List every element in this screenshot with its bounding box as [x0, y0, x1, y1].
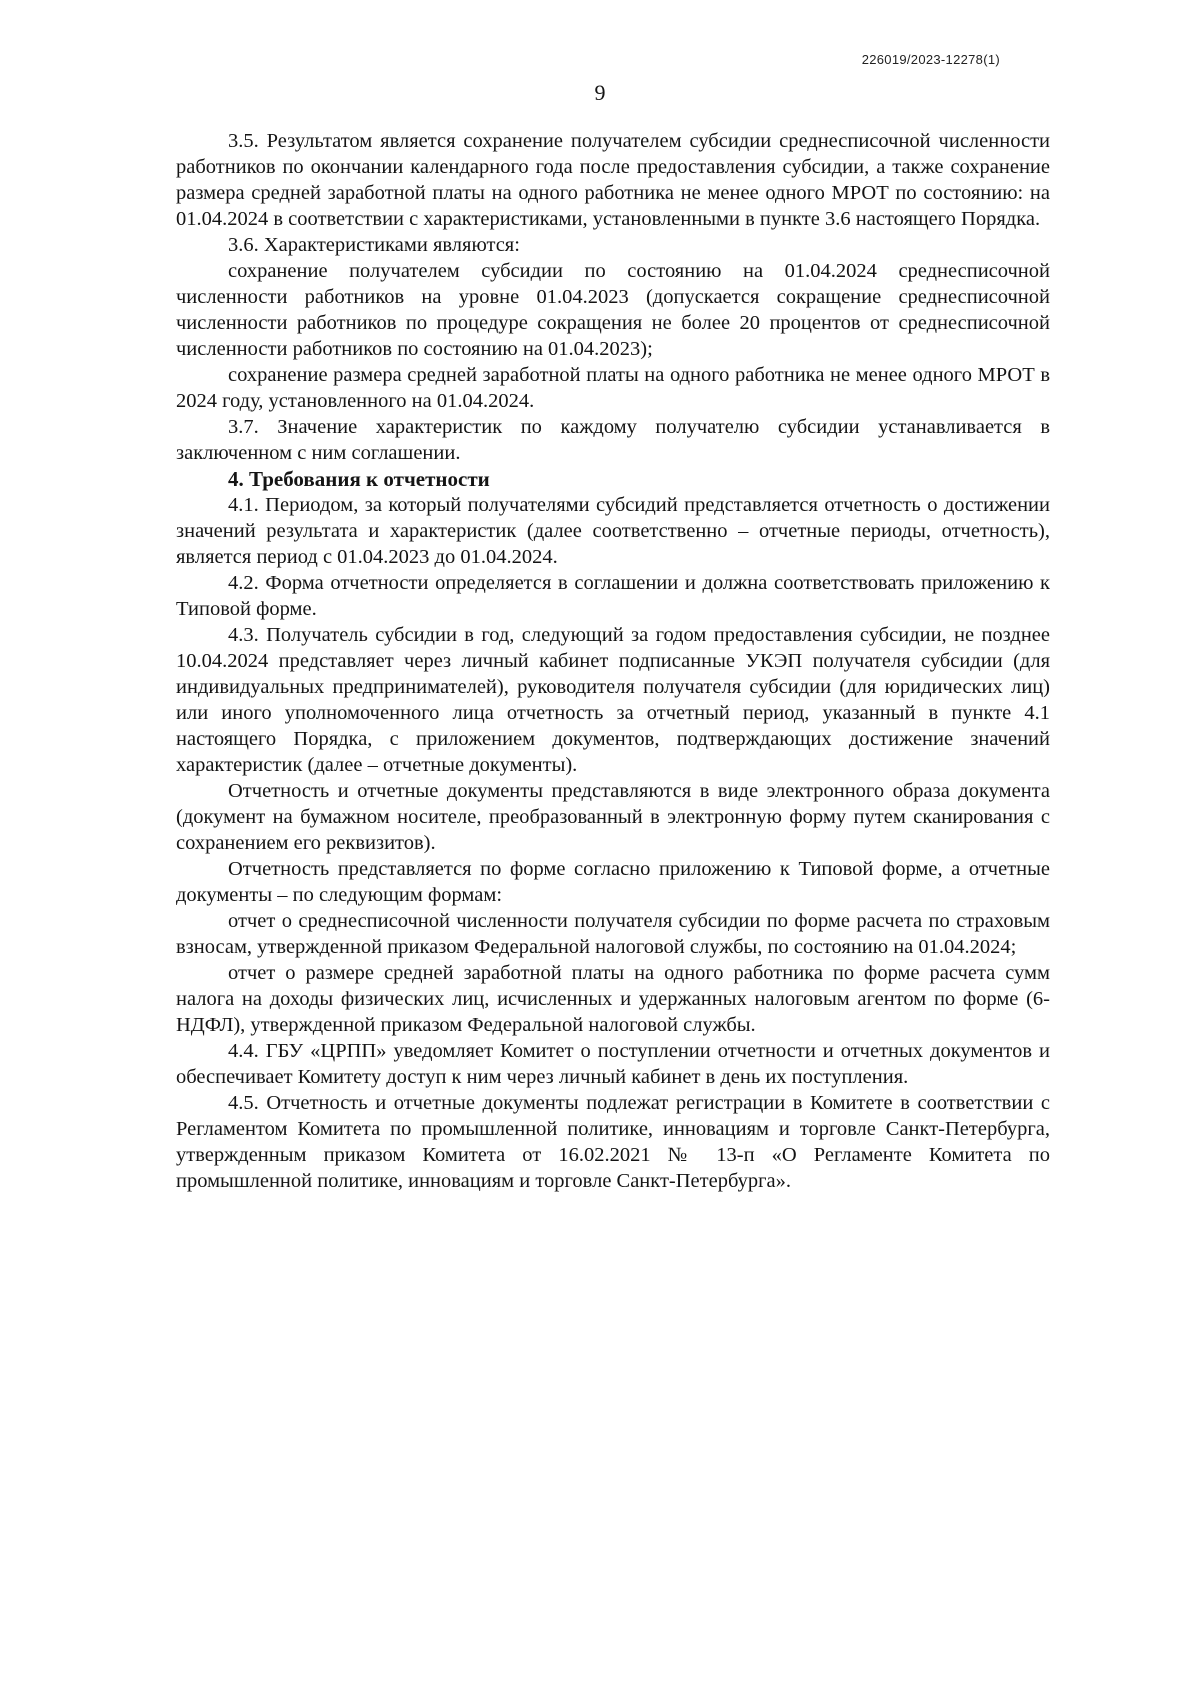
- paragraph-4-1: 4.1. Периодом, за который получателями субсидий представляется отчетность о достижении значений результата и характеристик (далее соответственно – отчетные периоды, отчетность), является период с 01.04.2023 до 01.04.2024.: [176, 494, 1050, 568]
- paragraph-4-3-e: отчет о размере средней заработной платы на одного работника по форме расчета сумм налога на доходы физических лиц, исчисленных и удержанных налоговым агентом по форме (6-НДФЛ), утвержденной приказом Федеральной налоговой службы.: [176, 962, 1050, 1036]
- section-4-title: 4. Требования к отчетности: [228, 467, 490, 491]
- paragraph-4-3: 4.3. Получатель субсидии в год, следующий за годом предоставления субсидии, не позднее 10.04.2024 представляет через личный кабинет подписанные УКЭП получателя субсидии (для индивидуальных предпринимателей), руководителя получателя субсидии (для юридических лиц) или иного уполномоченного лица отчетность за отчетный период, указанный в пункте 4.1 настоящего Порядка, с приложением документов, подтверждающих достижение значений характеристик (далее – отчетные документы).: [176, 624, 1050, 776]
- paragraph-4-3-c: Отчетность представляется по форме согласно приложению к Типовой форме, а отчетные документы – по следующим формам:: [176, 858, 1050, 906]
- page-number: 9: [594, 80, 606, 105]
- paragraph-3-6: 3.6. Характеристиками являются:: [228, 234, 520, 256]
- document-body: [176, 128, 1050, 1194]
- paragraph-4-2: 4.2. Форма отчетности определяется в соглашении и должна соответствовать приложению к Типовой форме.: [176, 572, 1050, 620]
- paragraph-3-6-b: сохранение размера средней заработной платы на одного работника не менее одного МРОТ в 2024 году, установленного на 01.04.2024.: [176, 364, 1050, 412]
- paragraph-4-3-d: отчет о среднесписочной численности получателя субсидии по форме расчета по страховым взносам, утвержденной приказом Федеральной налоговой службы, по состоянию на 01.04.2024;: [176, 910, 1050, 958]
- document-id: 226019/2023-12278(1): [861, 52, 1000, 67]
- paragraph-4-3-b: Отчетность и отчетные документы представляются в виде электронного образа документа (документ на бумажном носителе, преобразованный в электронную форму путем сканирования с сохранением его реквизитов).: [176, 780, 1050, 854]
- paragraph-3-7: 3.7. Значение характеристик по каждому получателю субсидии устанавливается в заключенном с ним соглашении.: [176, 416, 1050, 464]
- paragraph-3-6-a: сохранение получателем субсидии по состоянию на 01.04.2024 среднесписочной численности работников на уровне 01.04.2023 (допускается сокращение среднесписочной численности работников по процедуре сокращения не более 20 процентов от среднесписочной численности работников по состоянию на 01.04.2023);: [176, 260, 1050, 360]
- paragraph-3-5: 3.5. Результатом является сохранение получателем субсидии среднесписочной численности работников по окончании календарного года после предоставления субсидии, а также сохранение размера средней заработной платы на одного работника не менее одного МРОТ по состоянию: на 01.04.2024 в соответствии с характеристиками, установленными в пункте 3.6 настоящего Порядка.: [176, 130, 1050, 230]
- paragraph-4-4: 4.4. ГБУ «ЦРПП» уведомляет Комитет о поступлении отчетности и отчетных документов и обеспечивает Комитету доступ к ним через личный кабинет в день их поступления.: [176, 1040, 1050, 1088]
- paragraph-4-5: 4.5. Отчетность и отчетные документы подлежат регистрации в Комитете в соответствии с Регламентом Комитета по промышленной политике, инновациям и торговле Санкт-Петербурга, утвержденным приказом Комитета от 16.02.2021 № 13-п «О Регламенте Комитета по промышленной политике, инновациям и торговле Санкт-Петербурга».: [176, 1092, 1050, 1192]
